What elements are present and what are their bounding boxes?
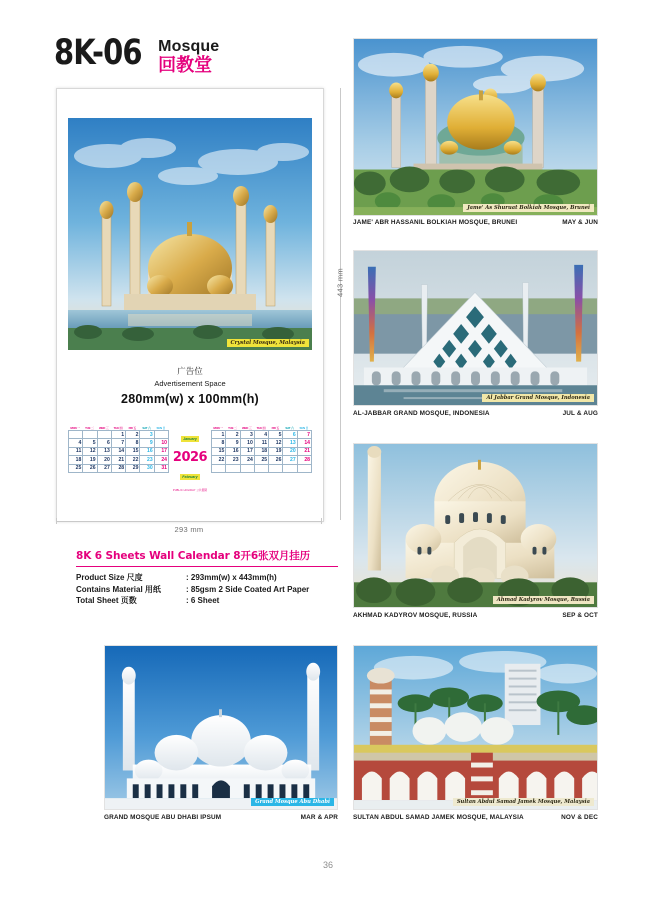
spec-row-key: Total Sheet 页数 [76, 596, 137, 605]
photo-russia-caption: AKHMAD KADYROV MOSQUE, RUSSIA [353, 612, 478, 619]
calendar-day-cell[interactable] [154, 431, 168, 439]
calendar-day-cell[interactable]: 18 [69, 456, 83, 464]
photo-malaysia-caption: SULTAN ABDUL SAMAD JAMEK MOSQUE, MALAYSIA [353, 814, 524, 821]
calendar-day-cell[interactable]: 21 [111, 456, 125, 464]
calendar-year: 2026 [172, 450, 208, 465]
calendar-day-cell[interactable]: 10 [154, 439, 168, 447]
calendar-weekday-header: FRI 五 [128, 425, 136, 430]
calendar-day-cell[interactable]: 26 [83, 464, 97, 472]
calendar-weekday-header: WED 三 [241, 425, 252, 430]
calendar-day-cell[interactable]: 16 [226, 447, 240, 455]
calendar-day-cell[interactable]: 10 [240, 439, 254, 447]
calendar-day-cell[interactable]: 14 [297, 439, 311, 447]
dimension-width-guide [56, 521, 322, 534]
calendar-day-cell[interactable]: 7 [111, 439, 125, 447]
hero-photo-crystal-mosque [68, 118, 312, 350]
dimension-height-label: 443 mm [335, 268, 345, 297]
page-header [54, 33, 220, 76]
photo-indonesia-caption: AL-JABBAR GRAND MOSQUE, INDONESIA [353, 410, 490, 417]
calendar-week-row [69, 456, 169, 464]
photo-russia-script: Ahmad Kadyrov Mosque, Russia [493, 596, 594, 604]
calendar-week-row [69, 439, 169, 447]
calendar-day-cell[interactable]: 19 [83, 456, 97, 464]
calendar-day-cell[interactable]: 6 [97, 439, 111, 447]
calendar-day-cell[interactable] [283, 464, 297, 472]
photo-brunei-image [353, 38, 598, 216]
calendar-day-cell[interactable]: 23 [140, 456, 154, 464]
spec-row [76, 584, 338, 596]
photo-indonesia-months: JUL & AUG [562, 410, 598, 417]
calendar-table-right [211, 425, 312, 473]
calendar-day-cell[interactable]: 8 [126, 439, 140, 447]
calendar-day-cell[interactable]: 2 [126, 431, 140, 439]
calendar-weekday-header: SAT 六 [285, 425, 294, 430]
photo-brunei-caption: JAME' ABR HASSANIL BOLKIAH MOSQUE, BRUNEI [353, 219, 518, 226]
advertisement-space-block [68, 357, 312, 419]
page-number: 36 [322, 860, 333, 870]
calendar-day-cell[interactable]: 6 [283, 431, 297, 439]
calendar-day-cell[interactable]: 24 [240, 456, 254, 464]
photo-malaysia-months: NOV & DEC [561, 814, 598, 821]
dimension-width-label: 293 mm [174, 525, 204, 534]
calendar-day-cell[interactable]: 4 [69, 439, 83, 447]
calendar-day-cell[interactable] [97, 431, 111, 439]
calendar-day-cell[interactable]: 7 [297, 431, 311, 439]
calendar-day-cell[interactable] [226, 464, 240, 472]
calendar-day-cell[interactable]: 28 [111, 464, 125, 472]
calendar-day-cell[interactable]: 24 [154, 456, 168, 464]
page-title: Mosque [158, 38, 220, 55]
calendar-weekday-header: WED 三 [98, 425, 109, 430]
calendar-weekday-header: TUE 二 [85, 425, 94, 430]
calendar-weekday-header: MON 一 [70, 425, 80, 430]
calendar-day-cell[interactable]: 13 [283, 439, 297, 447]
calendar-weekday-header: THU 四 [256, 425, 266, 430]
calendar-day-cell[interactable]: 18 [254, 447, 268, 455]
calendar-day-cell[interactable]: 26 [269, 456, 283, 464]
calendar-day-cell[interactable]: 23 [226, 456, 240, 464]
calendar-day-cell[interactable] [240, 464, 254, 472]
calendar-day-cell[interactable]: 9 [226, 439, 240, 447]
spec-title: 8K 6 Sheets Wall Calendar 8开6张双月挂历 [76, 548, 338, 567]
calendar-day-cell[interactable]: 15 [212, 447, 226, 455]
calendar-week-row [212, 464, 312, 472]
calendar-day-cell[interactable]: 1 [212, 431, 226, 439]
calendar-weekday-header: MON 一 [213, 425, 223, 430]
ad-label-cn: 广告位 [177, 367, 203, 377]
calendar-day-cell[interactable]: 12 [83, 447, 97, 455]
calendar-footnote: PUBLIC HOLIDAY 公共假期 [172, 489, 208, 492]
calendar-day-cell[interactable]: 3 [240, 431, 254, 439]
calendar-day-cell[interactable]: 4 [254, 431, 268, 439]
calendar-day-cell[interactable]: 21 [297, 447, 311, 455]
photo-indonesia-caption-row [353, 410, 598, 417]
calendar-grid-strip [68, 425, 312, 487]
page-title-cn: 回教堂 [158, 55, 213, 76]
photo-malaysia-script: Sultan Abdul Samad Jamek Mosque, Malaysia [453, 798, 594, 806]
spec-row-key: Product Size 尺度 [76, 573, 143, 582]
calendar-day-cell[interactable]: 1 [111, 431, 125, 439]
photo-card-malaysia [353, 645, 598, 821]
calendar-table-left [68, 425, 169, 473]
calendar-day-cell[interactable] [269, 464, 283, 472]
month-label-right: February [182, 475, 198, 479]
photo-brunei-script: Jame' As Shuruat Bolkiah Mosque, Brunei [463, 204, 594, 212]
photo-malaysia-image [353, 645, 598, 810]
calendar-week-row [212, 447, 312, 455]
photo-abudhabi-caption: GRAND MOSQUE ABU DHABI IPSUM [104, 814, 222, 821]
photo-russia-image [353, 443, 598, 608]
calendar-month-right [211, 425, 312, 473]
calendar-weekday-header: THU 四 [113, 425, 123, 430]
calendar-day-cell[interactable]: 14 [111, 447, 125, 455]
calendar-day-cell[interactable]: 20 [97, 456, 111, 464]
calendar-day-cell[interactable]: 5 [269, 431, 283, 439]
month-label-left: January [183, 437, 197, 441]
calendar-day-cell[interactable]: 29 [126, 464, 140, 472]
calendar-day-cell[interactable]: 3 [140, 431, 154, 439]
calendar-day-cell[interactable]: 27 [97, 464, 111, 472]
photo-malaysia-caption-row [353, 814, 598, 821]
ad-size-value: 280mm(w) x 100mm(h) [121, 392, 259, 406]
calendar-week-row [212, 431, 312, 439]
calendar-body-left [69, 431, 169, 473]
calendar-day-cell[interactable]: 25 [69, 464, 83, 472]
calendar-body-right [212, 431, 312, 473]
calendar-weekday-header: FRI 五 [271, 425, 279, 430]
spec-row-value: : 293mm(w) x 443mm(h) [186, 573, 277, 582]
product-spec-block [76, 548, 338, 607]
spec-row-key: Contains Material 用纸 [76, 584, 161, 594]
calendar-day-cell[interactable]: 22 [126, 456, 140, 464]
calendar-center-label [169, 425, 211, 483]
calendar-week-row [69, 464, 169, 472]
calendar-day-cell[interactable]: 13 [97, 447, 111, 455]
photo-abudhabi-caption-row [104, 814, 338, 821]
ad-label-en: Advertisement Space [154, 379, 226, 388]
calendar-day-cell[interactable]: 27 [283, 456, 297, 464]
calendar-day-cell[interactable]: 8 [212, 439, 226, 447]
calendar-day-cell[interactable]: 12 [269, 439, 283, 447]
calendar-day-cell[interactable]: 11 [254, 439, 268, 447]
calendar-day-cell[interactable]: 11 [69, 447, 83, 455]
calendar-day-cell[interactable]: 30 [140, 464, 154, 472]
calendar-weekday-header: SUN 日 [156, 425, 166, 430]
hero-photo-script-caption: Crystal Mosque, Malaysia [227, 339, 309, 347]
header-titles [158, 36, 219, 76]
photo-card-brunei [353, 38, 598, 226]
calendar-day-cell[interactable] [254, 464, 268, 472]
dimension-height-guide [330, 88, 350, 520]
calendar-weekday-header: SAT 六 [142, 425, 151, 430]
calendar-day-cell[interactable] [297, 464, 311, 472]
spec-row [76, 595, 338, 607]
calendar-week-row [212, 439, 312, 447]
photo-card-russia [353, 443, 598, 619]
photo-brunei-months: MAY & JUN [562, 219, 598, 226]
photo-abudhabi-script: Grand Mosque Abu Dhabi [251, 798, 334, 806]
photo-card-indonesia [353, 250, 598, 417]
calendar-weekday-header: SUN 日 [299, 425, 309, 430]
calendar-day-cell[interactable] [83, 431, 97, 439]
photo-abudhabi-months: MAR & APR [300, 814, 338, 821]
calendar-week-row [69, 447, 169, 455]
calendar-day-cell[interactable]: 22 [212, 456, 226, 464]
calendar-day-cell[interactable] [69, 431, 83, 439]
calendar-mockup [56, 88, 324, 522]
calendar-day-cell[interactable]: 25 [254, 456, 268, 464]
calendar-day-cell[interactable]: 17 [154, 447, 168, 455]
calendar-day-cell[interactable]: 16 [140, 447, 154, 455]
calendar-day-cell[interactable]: 2 [226, 431, 240, 439]
photo-brunei-caption-row [353, 219, 598, 226]
calendar-week-row [212, 456, 312, 464]
photo-abudhabi-image [104, 645, 338, 810]
calendar-day-cell[interactable]: 9 [140, 439, 154, 447]
calendar-day-cell[interactable]: 17 [240, 447, 254, 455]
photo-card-abudhabi [104, 645, 338, 821]
product-code: 8K-06 [54, 33, 142, 73]
calendar-day-cell[interactable]: 5 [83, 439, 97, 447]
calendar-week-row [69, 431, 169, 439]
calendar-month-left [68, 425, 169, 473]
photo-russia-months: SEP & OCT [562, 612, 598, 619]
photo-indonesia-script: Al Jabbar Grand Mosque, Indonesia [482, 394, 594, 402]
spec-row [76, 572, 338, 584]
photo-indonesia-image [353, 250, 598, 406]
calendar-day-cell[interactable]: 28 [297, 456, 311, 464]
calendar-day-cell[interactable]: 19 [269, 447, 283, 455]
calendar-day-cell[interactable]: 31 [154, 464, 168, 472]
calendar-day-cell[interactable]: 20 [283, 447, 297, 455]
calendar-day-cell[interactable] [212, 464, 226, 472]
spec-row-value: : 6 Sheet [186, 596, 220, 605]
spec-row-value: : 85gsm 2 Side Coated Art Paper [186, 584, 310, 594]
photo-russia-caption-row [353, 612, 598, 619]
calendar-weekday-header: TUE 二 [228, 425, 237, 430]
calendar-day-cell[interactable]: 15 [126, 447, 140, 455]
spec-rows [76, 572, 338, 607]
